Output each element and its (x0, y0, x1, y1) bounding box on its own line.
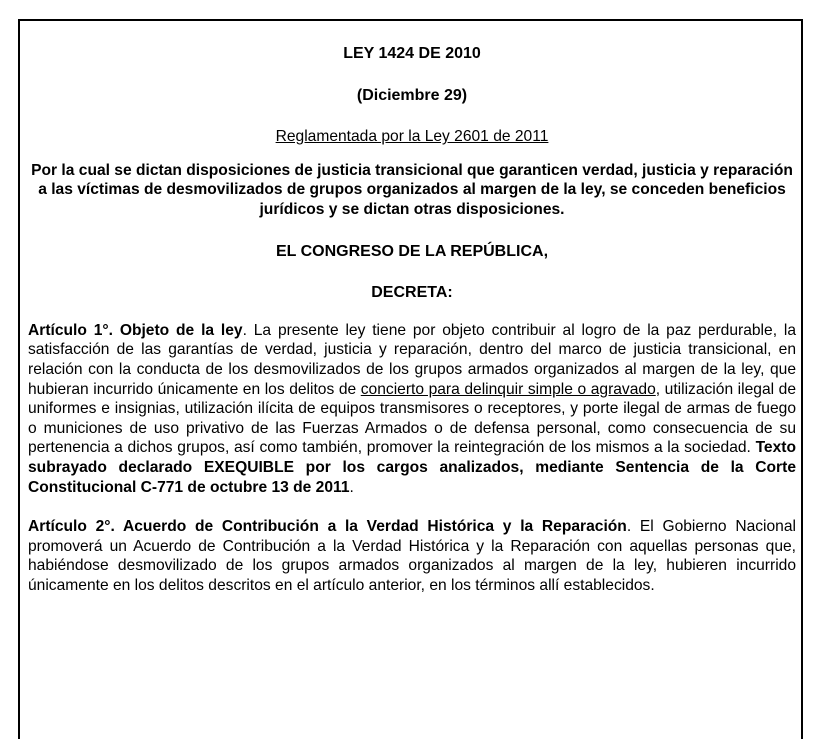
regulation-line (28, 127, 796, 147)
article-1-heading: Artículo 1°. Objeto de la ley (28, 321, 243, 339)
law-summary: Por la cual se dictan disposiciones de justicia transicional que garanticen verdad, justicia y reparación a las víctimas de desmovilizados de grupos organizados al margen de la ley, se conceden beneficios jurídicos y se dictan otras disposiciones. (31, 161, 793, 218)
article-1-underlined-text: concierto para delinquir simple o agravado (360, 380, 656, 398)
article-2 (28, 517, 796, 595)
article-2-text: . El Gobierno Nacional promoverá un Acuerdo de Contribución a la Verdad Histórica y la Reparación con aquellas personas que, habiéndose desmovilizado de los grupos armados organizados al margen de la ley, hubieren incurrido únicamente en los delitos descritos en el artículo anterior, en los términos allí establecidos. (28, 518, 796, 594)
article-1-text-part2: , utilización ilegal de uniformes e insignias, utilización ilícita de equipos transmisores o receptores, y porte ilegal de armas de fuego o municiones de uso privativo de las Fuerzas Armados o de defensa personal, como consecuencia de su pertenencia a dichos grupos, así como también, promover la reintegración de los mismos a la sociedad. (28, 380, 796, 457)
issuer-heading: EL CONGRESO DE LA REPÚBLICA, (275, 242, 549, 260)
article-1-court-note: Texto subrayado declarado EXEQUIBLE por los cargos analizados, mediante Sentencia de la Corte Constitucional C-771 de octubre 13 de 2011 (28, 439, 796, 496)
regulation-link[interactable]: Reglamentada por la Ley 2601 de 2011 (275, 128, 549, 146)
article-1-end: . (349, 478, 354, 496)
article-2-heading: Artículo 2°. Acuerdo de Contribución a la Verdad Histórica y la Reparación (28, 518, 627, 536)
law-title: LEY 1424 DE 2010 (343, 45, 481, 62)
article-1-text-part1: . La presente ley tiene por objeto contribuir al logro de la paz perdurable, la satisfacción de las garantías de verdad, justicia y reparación, dentro del marco de justicia transicional, en relación con la conducta de los desmovilizados de los grupos armados organizados al margen de la ley, que hubieran incurrido únicamente en los delitos de (28, 321, 797, 398)
article-1 (28, 321, 796, 497)
law-date: (Diciembre 29) (356, 86, 468, 104)
decree-heading: DECRETA: (371, 284, 453, 302)
document-body (28, 44, 796, 595)
